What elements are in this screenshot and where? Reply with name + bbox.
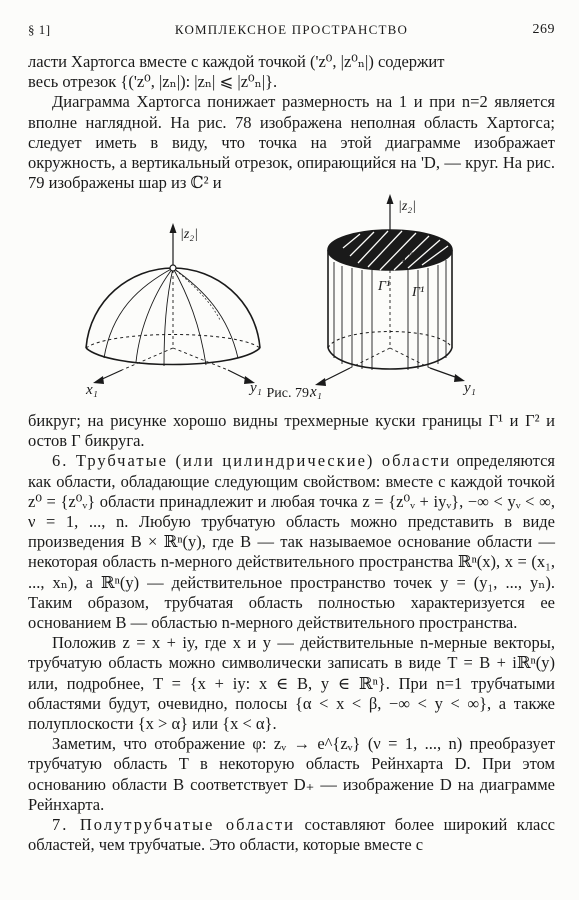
running-header [28, 22, 555, 42]
cylinder-top [328, 230, 452, 270]
paragraph-bidisc: бикруг; на рисунке хорошо видны трехмерные куски границы Γ¹ и Γ² и остов Γ бикруга. [28, 411, 555, 451]
dome-base-front [86, 348, 260, 365]
text-block-top [28, 52, 555, 193]
z-arrow-right [387, 194, 394, 204]
cylinder-bottom-back [328, 332, 452, 349]
page-number: 269 [532, 22, 555, 37]
tube-domains-body: определяются как области, обладающие следующим свойством: вместе с каждой точкой z⁰ = {z⁰ᵥ} области принадлежит и любая точка z = {z⁰ᵥ + iyᵥ}, −∞ < yᵥ < ∞, ν = 1, ..., n. Любую трубчатую область можно представить в виде произведения B × ℝⁿ(y), где B — так называемое основание области — некоторая область n-мерного действительного пространства ℝⁿ(x), x = (x₁, ..., xₙ), а ℝⁿ(y) — действительное пространство точек y = (y₁, ..., yₙ). Таким образом, трубчатая область полностью характеризуется ее основанием B — областью n-мерного действительного пространства. [28, 451, 555, 633]
paragraph-tube-formula: Положив z = x + iy, где x и y — действительные n-мерные векторы, трубчатую область можно символически записать в виде T = B + iℝⁿ(y) или, подробнее, T = {x + iy: x ∈ B, y ∈ ℝⁿ}. При n=1 трубчатыми областями будут, очевидно, полосы {α < x < β, −∞ < y < ∞}, а также полуплоскости {x > α} или {x < α}. [28, 633, 555, 734]
term-semitube-domains: 7. Полутрубчатые области [52, 815, 296, 835]
label-gamma1-a: Γ¹ [378, 279, 391, 294]
term-tube-domains: 6. Трубчатые (или цилиндрические) области [52, 451, 452, 471]
section-mark: § 1] [28, 22, 51, 37]
figure-79 [60, 190, 540, 405]
label-z2-left: |z₂| [180, 227, 199, 242]
paragraph-tube-domains [28, 451, 555, 633]
label-gamma2: Γ² [402, 251, 415, 266]
paragraph-continued-1: ласти Хартогса вместе с каждой точкой ('z⁰, |z⁰ₙ|) содержит [28, 52, 445, 71]
figure-caption: Рис. 79. [266, 386, 313, 401]
top-point-left [170, 265, 176, 271]
y-axis-right [430, 368, 458, 378]
label-z2-right: |z₂| [398, 199, 417, 214]
label-y1-right: y₁ [464, 380, 476, 396]
paragraph-exp-mapping: Заметим, что отображение φ: zᵥ → e^{zᵥ} (ν = 1, ..., n) преобразует трубчатую область T в некоторую область Рейнхарта D. При этом основанию области B соответствует D₊ — изображение D на диаграмме Рейнхарта. [28, 734, 555, 814]
paragraph-continued-2: весь отрезок {('z⁰, |zₙ|): |zₙ| ⩽ |z⁰ₙ|}. [28, 72, 278, 92]
label-x1-left: x₁ [86, 382, 98, 398]
paragraph-semitube [28, 815, 555, 855]
cylinder-bottom-front [328, 348, 452, 369]
label-x1-right: x₁ [310, 384, 322, 400]
running-title: КОМПЛЕКСНОЕ ПРОСТРАНСТВО [174, 22, 409, 37]
semitube-body: составляют более широкий класс областей, чем трубчатые. Это области, которые вместе с [28, 815, 555, 855]
x-axis-right [322, 368, 350, 382]
label-gamma1-b: Γ¹ [412, 285, 425, 300]
figure-drawing [60, 190, 540, 405]
hemisphere-diagram [86, 223, 260, 384]
label-y1-left: y₁ [250, 380, 262, 396]
z-arrow-left [170, 223, 177, 233]
text-block-bottom [28, 411, 555, 855]
paragraph-hartogs-diagram: Диаграмма Хартогса понижает размерность на 1 и при n=2 является вполне наглядной. На рис. 78 изображена неполная область Хартогса; следует иметь в виду, что точка на этой диаграмме изображает окружность, а вертикальный отрезок, опирающийся на 'D, — круг. На рис. 79 изображены шар из ℂ² и [28, 92, 555, 193]
